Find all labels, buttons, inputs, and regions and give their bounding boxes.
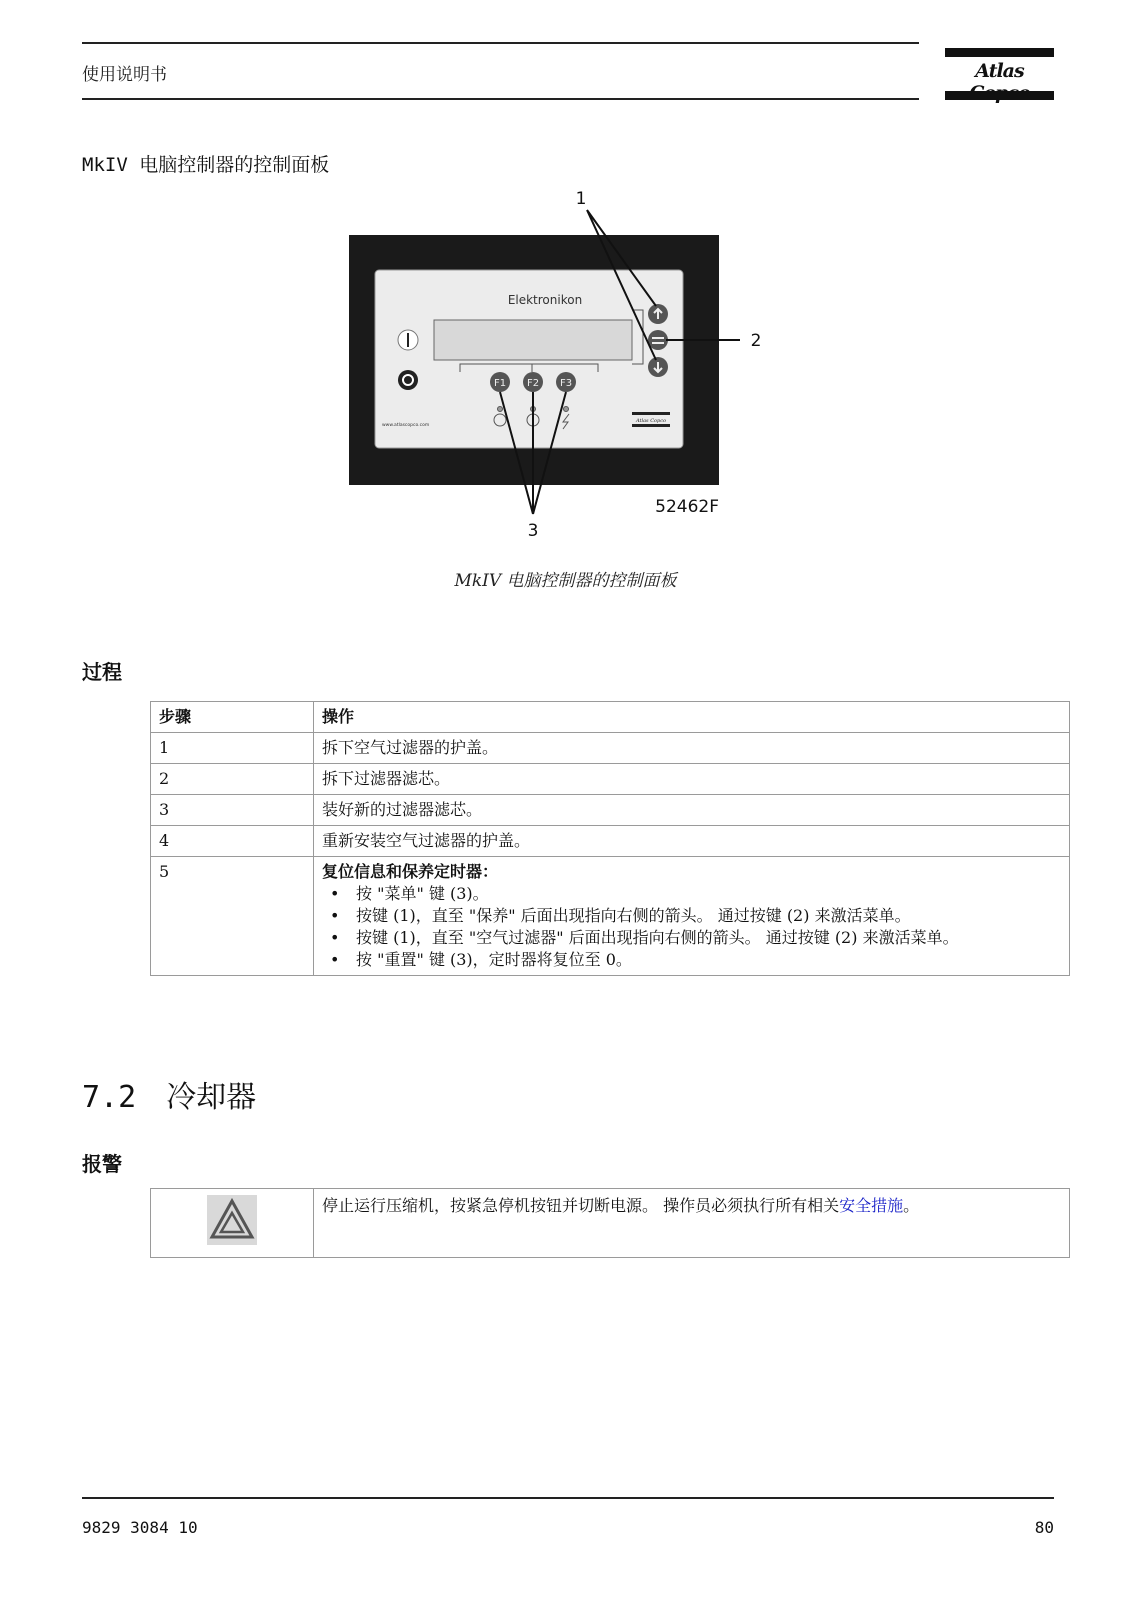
f-keys (490, 372, 576, 392)
logo-text: Atlas (975, 60, 1024, 82)
list-item: • 按 "重置" 键 (3)，定时器将复位至 0。 (322, 949, 1061, 971)
table-row (151, 1189, 1070, 1258)
table-row (151, 795, 1070, 826)
panel-brand: Elektronikon (507, 293, 583, 307)
svg-text:Atlas Copco: Atlas Copco (635, 418, 667, 424)
section-number: 7.2 (82, 1080, 137, 1115)
section-heading (82, 1072, 256, 1116)
svg-text:F2: F2 (526, 378, 540, 389)
stop-button (398, 370, 418, 390)
column-header-step: 步骤 (151, 702, 314, 733)
procedure-table (150, 701, 1070, 976)
panel-logo (632, 412, 670, 427)
step-action: 拆下过滤器滤芯。 (314, 764, 1070, 795)
table-header-row (151, 702, 1070, 733)
step-number: 2 (151, 764, 314, 795)
manual-title: 使用说明书 (82, 65, 167, 85)
step-number: 3 (151, 795, 314, 826)
table-row (151, 826, 1070, 857)
warning-text: 停止运行压缩机，按紧急停机按钮并切断电源。 操作员必须执行所有相关安全措施。 (314, 1189, 1070, 1258)
callout-3: 3 (527, 521, 539, 541)
reset-title: 复位信息和保养定时器： (322, 862, 499, 881)
process-heading: 过程 (82, 660, 122, 684)
figure-code: 52462F (655, 497, 719, 517)
document-number: 9829 3084 10 (82, 1518, 198, 1537)
table-row (151, 764, 1070, 795)
page-number: 80 (1034, 1518, 1054, 1537)
figure-caption: MkIV 电脑控制器的控制面板 (454, 571, 677, 591)
list-item: • 按 "菜单" 键 (3)。 (322, 883, 1061, 905)
step-action: 装好新的过滤器滤芯。 (314, 795, 1070, 826)
list-item: • 按键 (1)，直至 "空气过滤器" 后面出现指向右侧的箭头。 通过按键 (2) 来激活菜单。 (322, 927, 1061, 949)
controller-panel-figure (330, 188, 800, 548)
list-item: • 按键 (1)，直至 "保养" 后面出现指向右侧的箭头。 通过按键 (2) 来激活菜单。 (322, 905, 1061, 927)
reset-instructions (322, 883, 1061, 971)
figure-heading: MkIV 电脑控制器的控制面板 (82, 154, 330, 176)
callout-1: 1 (575, 189, 587, 209)
step-action: 重新安装空气过滤器的护盖。 (314, 826, 1070, 857)
warning-heading: 报警 (82, 1152, 122, 1176)
table-row (151, 733, 1070, 764)
column-header-action: 操作 (314, 702, 1070, 733)
atlas-copco-logo (945, 48, 1054, 100)
warning-triangle-icon (207, 1195, 257, 1245)
nav-keys (648, 304, 668, 377)
step-number: 5 (151, 857, 314, 976)
svg-text:F3: F3 (559, 378, 573, 389)
table-row (151, 857, 1070, 976)
step-number: 1 (151, 733, 314, 764)
safety-measures-link[interactable]: 安全措施 (839, 1196, 904, 1215)
step-number: 4 (151, 826, 314, 857)
header-rule-bottom (82, 98, 919, 100)
header-rule-top (82, 42, 919, 44)
footer-rule (82, 1497, 1054, 1499)
svg-text:F1: F1 (493, 378, 507, 389)
warning-icon-cell (151, 1189, 314, 1258)
callout-2: 2 (750, 331, 762, 351)
section-title: 冷却器 (166, 1080, 257, 1115)
panel-url: www.atlascopco.com (382, 423, 430, 428)
warning-table (150, 1188, 1070, 1258)
step-action: 拆下空气过滤器的护盖。 (314, 733, 1070, 764)
step-action (314, 857, 1070, 976)
display-window (434, 320, 632, 360)
